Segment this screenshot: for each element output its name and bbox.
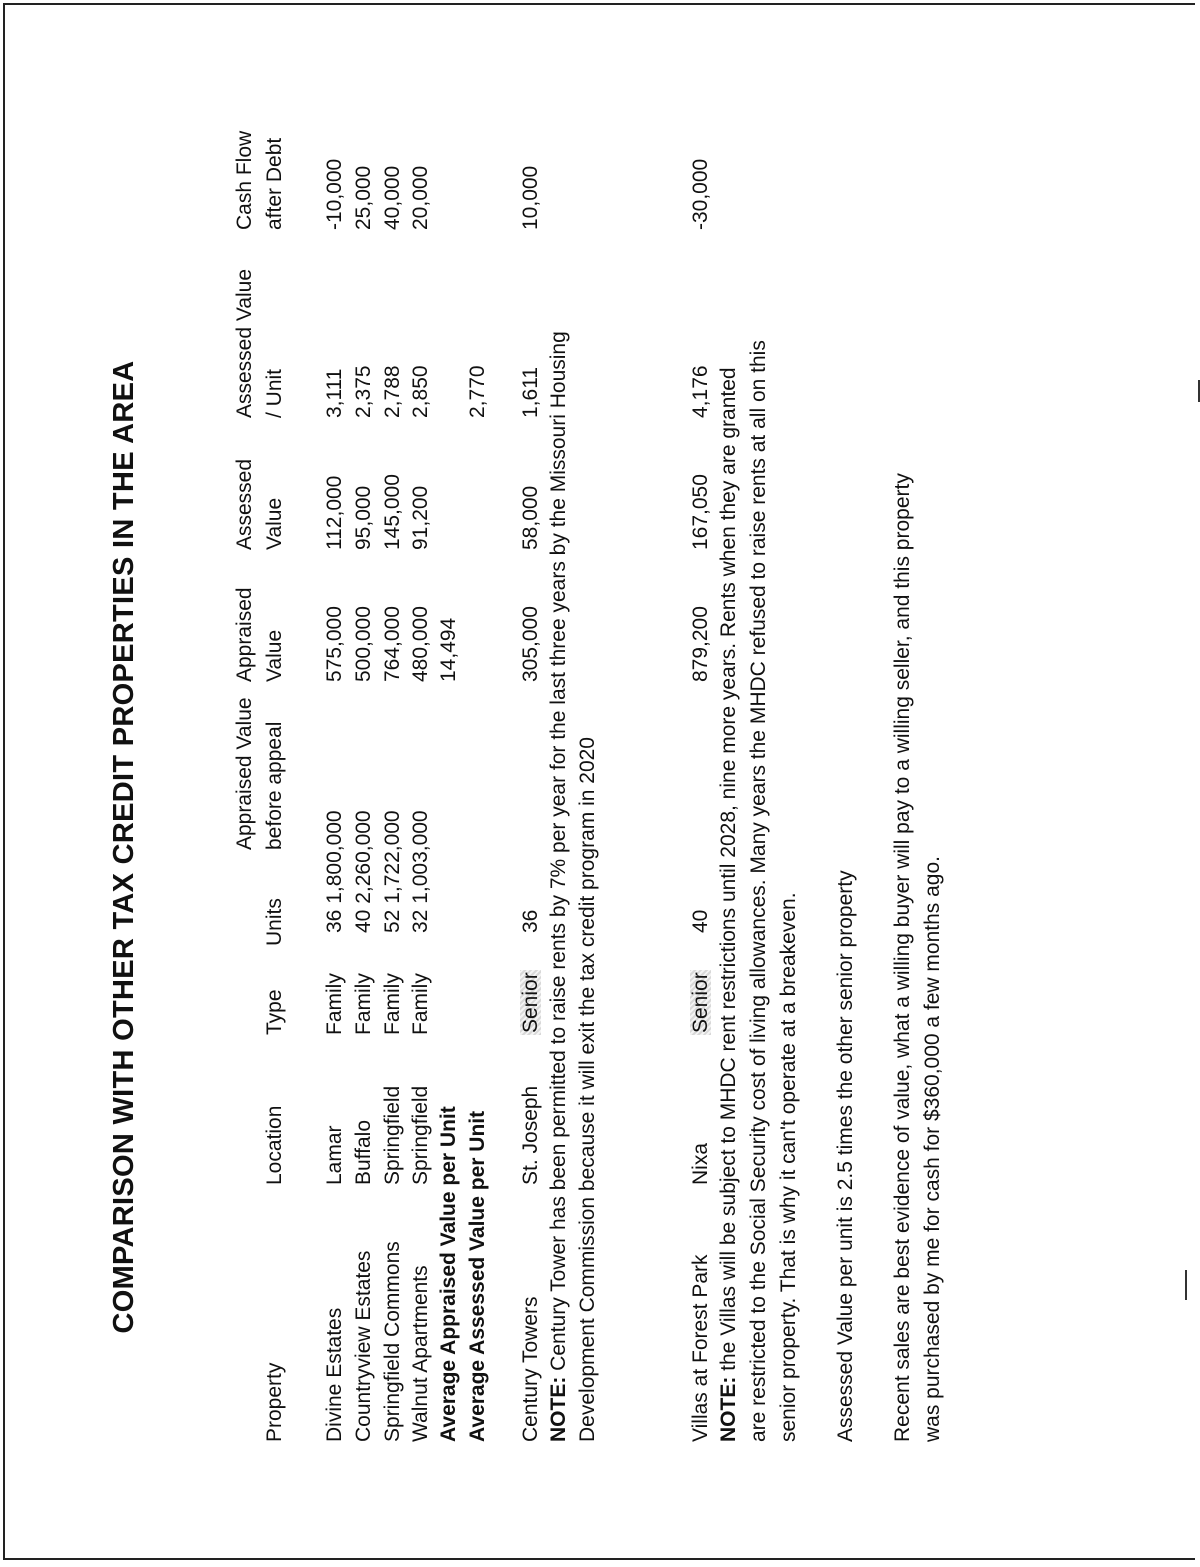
cell-location: Lamar bbox=[323, 1125, 346, 1185]
assessed-comparison: Assessed Value per unit is 2.5 times the other senior property bbox=[834, 870, 857, 1442]
cell-cashflow: 40,000 bbox=[381, 165, 404, 230]
cell-location: St. Joseph bbox=[519, 1085, 542, 1185]
cell-type: Family bbox=[381, 973, 404, 1035]
note-label: NOTE: bbox=[717, 1376, 740, 1442]
recent-sales-line: Recent sales are best evidence of value, what a willing buyer will pay to a willing seller, and this property bbox=[891, 473, 914, 1442]
header-units: Units bbox=[263, 898, 286, 946]
cell-location: Buffalo bbox=[352, 1120, 375, 1185]
note-text: the Villas will be subject to MHDC rent restrictions until 2028, nine more years. Rents when they are granted bbox=[717, 367, 740, 1377]
header-cashflow: Cash Flow bbox=[233, 130, 256, 230]
cell-units: 36 bbox=[519, 909, 542, 933]
cell-assessed-unit: 4,176 bbox=[689, 365, 712, 418]
header-appraised-before: before appeal bbox=[263, 721, 286, 850]
cell-cashflow: -10,000 bbox=[323, 158, 346, 230]
cell-appraised: 480,000 bbox=[409, 606, 432, 682]
cell-assessed: 58,000 bbox=[519, 485, 542, 550]
cell-units-appraised-before: 52 1,722,000 bbox=[381, 810, 404, 933]
cell-units-appraised-before: 32 1,003,000 bbox=[409, 810, 432, 933]
cell-cashflow: 20,000 bbox=[409, 165, 432, 230]
page-title: COMPARISON WITH OTHER TAX CREDIT PROPERTIES IN THE AREA bbox=[108, 360, 140, 1334]
cell-property: Walnut Apartments bbox=[409, 1265, 432, 1442]
cell-assessed-unit: 2,788 bbox=[381, 365, 404, 418]
century-note-line: Development Commission because it will exit the tax credit program in 2020 bbox=[576, 737, 599, 1442]
cell-appraised: 575,000 bbox=[323, 606, 346, 682]
cell-assessed: 112,000 bbox=[323, 475, 346, 550]
cell-property: Divine Estates bbox=[323, 1307, 346, 1442]
cell-type: Senior bbox=[519, 972, 542, 1033]
cell-type: Family bbox=[409, 973, 432, 1035]
century-note bbox=[548, 331, 569, 1442]
cell-cashflow: -30,000 bbox=[689, 158, 712, 230]
cell-assessed: 167,050 bbox=[689, 474, 712, 550]
villas-note-line: are restricted to the Social Security cost of living allowances. Many years the MHDC refused to raise rents at all on this bbox=[747, 340, 770, 1442]
header-property: Property bbox=[263, 1362, 286, 1442]
cell-appraised: 879,200 bbox=[689, 606, 712, 682]
note-text: Century Tower has been permitted to raise rents by 7% per year for the last three years by the Missouri Housing bbox=[547, 331, 570, 1377]
cell-location: Springfield bbox=[409, 1085, 432, 1185]
cell-assessed-unit: 1,611 bbox=[519, 367, 542, 418]
header-type: Type bbox=[263, 989, 286, 1035]
cell-location: Nixa bbox=[689, 1142, 712, 1185]
villas-note bbox=[718, 367, 739, 1442]
average-appraised-value: 14,494 bbox=[437, 617, 460, 682]
cell-units: 40 bbox=[689, 909, 712, 933]
cell-type: Family bbox=[323, 973, 346, 1035]
villas-note-line: senior property. That is why it can't operate at a breakeven. bbox=[777, 892, 800, 1442]
note-label: NOTE: bbox=[547, 1376, 570, 1442]
header-appraised-before: Appraised Value bbox=[233, 697, 256, 850]
cell-type: Family bbox=[352, 973, 375, 1035]
header-assessed: Assessed bbox=[233, 458, 256, 550]
header-cashflow: after Debt bbox=[263, 137, 286, 230]
cell-location: Springfield bbox=[381, 1085, 404, 1185]
cell-assessed: 145,000 bbox=[381, 474, 404, 550]
cell-appraised: 500,000 bbox=[352, 606, 375, 682]
cell-assessed-unit: 2,375 bbox=[352, 365, 375, 418]
header-appraised: Value bbox=[263, 629, 286, 682]
cell-cashflow: 25,000 bbox=[352, 165, 375, 230]
cell-property: Countryview Estates bbox=[352, 1250, 375, 1442]
header-assessed: Value bbox=[263, 497, 286, 550]
header-assessed-unit: Assessed Value bbox=[233, 268, 256, 418]
average-assessed-value: 2,770 bbox=[466, 365, 489, 418]
cell-property: Villas at Forest Park bbox=[689, 1254, 712, 1442]
cell-type: Senior bbox=[689, 972, 712, 1033]
cell-assessed: 95,000 bbox=[352, 485, 375, 550]
recent-sales-line: was purchased by me for cash for $360,000 a few months ago. bbox=[921, 855, 944, 1442]
cell-units-appraised-before: 36 1,800,000 bbox=[323, 810, 346, 933]
cell-cashflow: 10,000 bbox=[519, 165, 542, 230]
cell-assessed-unit: 3,111 bbox=[323, 368, 346, 418]
cell-appraised: 764,000 bbox=[381, 606, 404, 682]
header-assessed-unit: / Unit bbox=[263, 368, 286, 418]
cell-assessed-unit: 2,850 bbox=[409, 365, 432, 418]
header-appraised: Appraised bbox=[233, 587, 256, 682]
cell-property: Springfield Commons bbox=[381, 1241, 404, 1442]
cell-assessed: 91,200 bbox=[409, 485, 432, 550]
cell-property: Century Towers bbox=[519, 1296, 542, 1442]
cell-appraised: 305,000 bbox=[519, 606, 542, 682]
average-assessed-label: Average Assessed Value per Unit bbox=[466, 1110, 489, 1442]
header-location: Location bbox=[263, 1105, 286, 1185]
average-appraised-label: Average Appraised Value per Unit bbox=[437, 1106, 460, 1442]
cell-units-appraised-before: 40 2,260,000 bbox=[352, 810, 375, 933]
